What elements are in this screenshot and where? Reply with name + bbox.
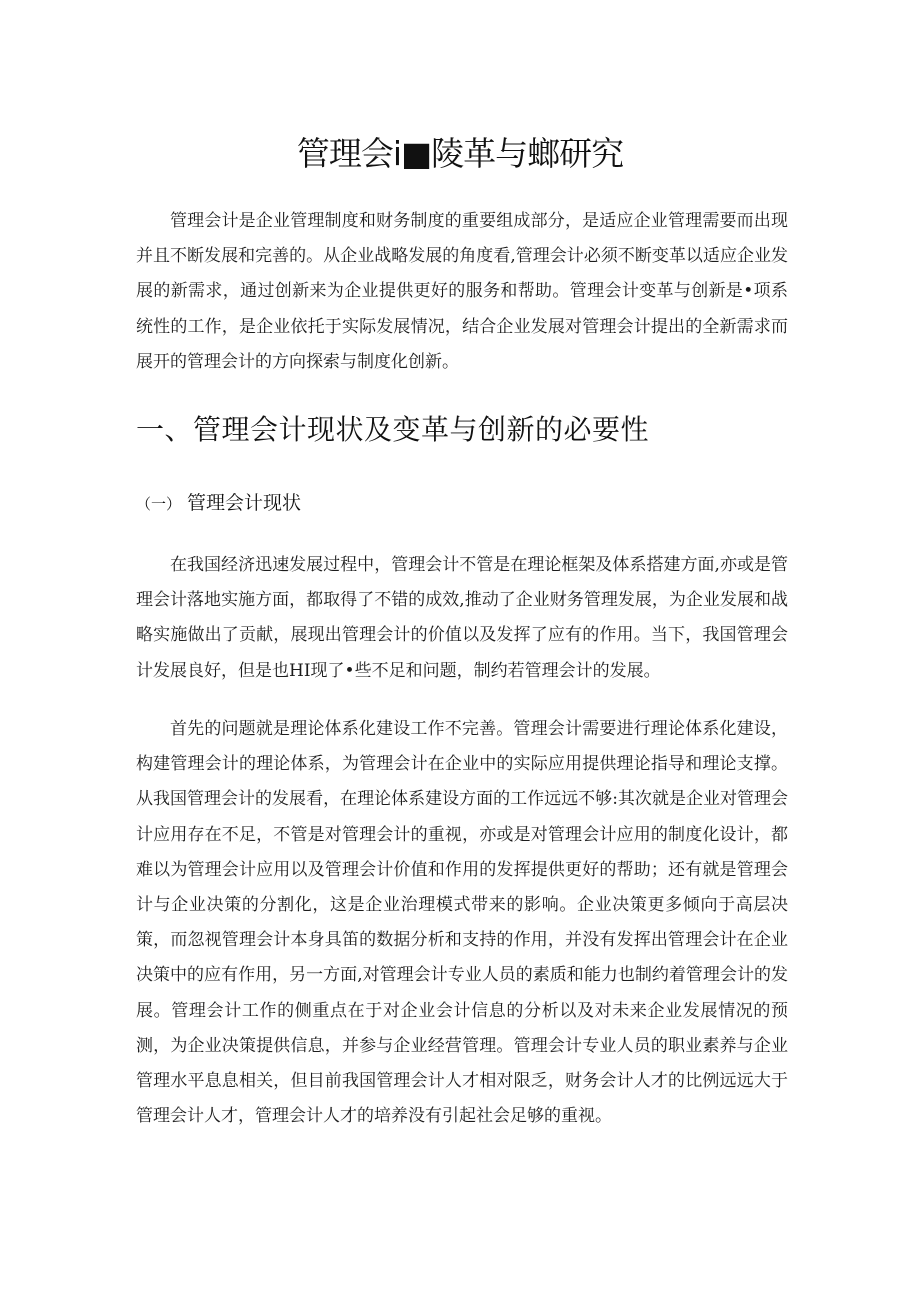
section-heading: 一、管理会计现状及变革与创新的必要性 (136, 413, 650, 446)
document-title: 管理会i■陵革与螂研究 (296, 134, 624, 173)
subsection-heading (136, 488, 301, 515)
body-paragraph: 首先的问题就是理论体系化建设工作不完善。管理会计需要进行理论体系化建设，构建管理会计的理论体系，为管理会计在企业中的实际应用提供理论指导和理论支撑。从我国管理会计的发展看，在理论体系建设方面的工作远远不够:其次就是企业对管理会计应用存在不足，不管是对管理会计的重视，亦或是对管理会计应用的制度化设计，都难以为管理会计应用以及管理会计价值和作用的发挥提供更好的帮助；还有就是管理会计与企业决策的分割化，这是企业治理模式带来的影响。企业决策更多倾向于高层决策，而忽视管理会计本身具笛的数据分析和支持的作用，并没有发挥出管理会计在企业决策中的应有作用，另一方面,对管理会计专业人员的素质和能力也制约着管理会计的发展。管理会计工作的侧重点在于对企业会计信息的分析以及对未来企业发展情况的预测，为企业决策提供信息，并参与企业经营管理。管理会计专业人员的职业素养与企业管理水平息息相关，但目前我国管理会计人才相对限乏，财务会计人才的比例远远大于管理会计人才，管理会计人才的培养没有引起社会足够的重视。 (136, 719, 788, 1127)
body-paragraph: 在我国经济迅速发展过程中，管理会计不管是在理论框架及体系搭建方面,亦或是管理会计落地实施方面，都取得了不错的成效,推动了企业财务管理发展，为企业发展和战略实施做出了贡献，展现出管理会计的价值以及发挥了应有的作用。当下，我国管理会计发展良好，但是也HI现了•些不足和问题，制约若管理会计的发展。 (136, 555, 788, 681)
subsection-heading-text: 管理会计现状 (187, 492, 302, 514)
subsection-marker: （一） (136, 495, 182, 513)
intro-paragraph: 管理会计是企业管理制度和财务制度的重要组成部分，是适应企业管理需要而出现并且不断发展和完善的。从企业战略发展的角度看,管理会计必须不断变革以适应企业发展的新需求，通过创新来为企业提供更好的服务和帮助。管理会计变革与创新是•项系统性的工作，是企业依托于实际发展情况，结合企业发展对管理会计提出的全新需求而展开的管理会计的方向探索与制度化创新。 (136, 211, 788, 372)
